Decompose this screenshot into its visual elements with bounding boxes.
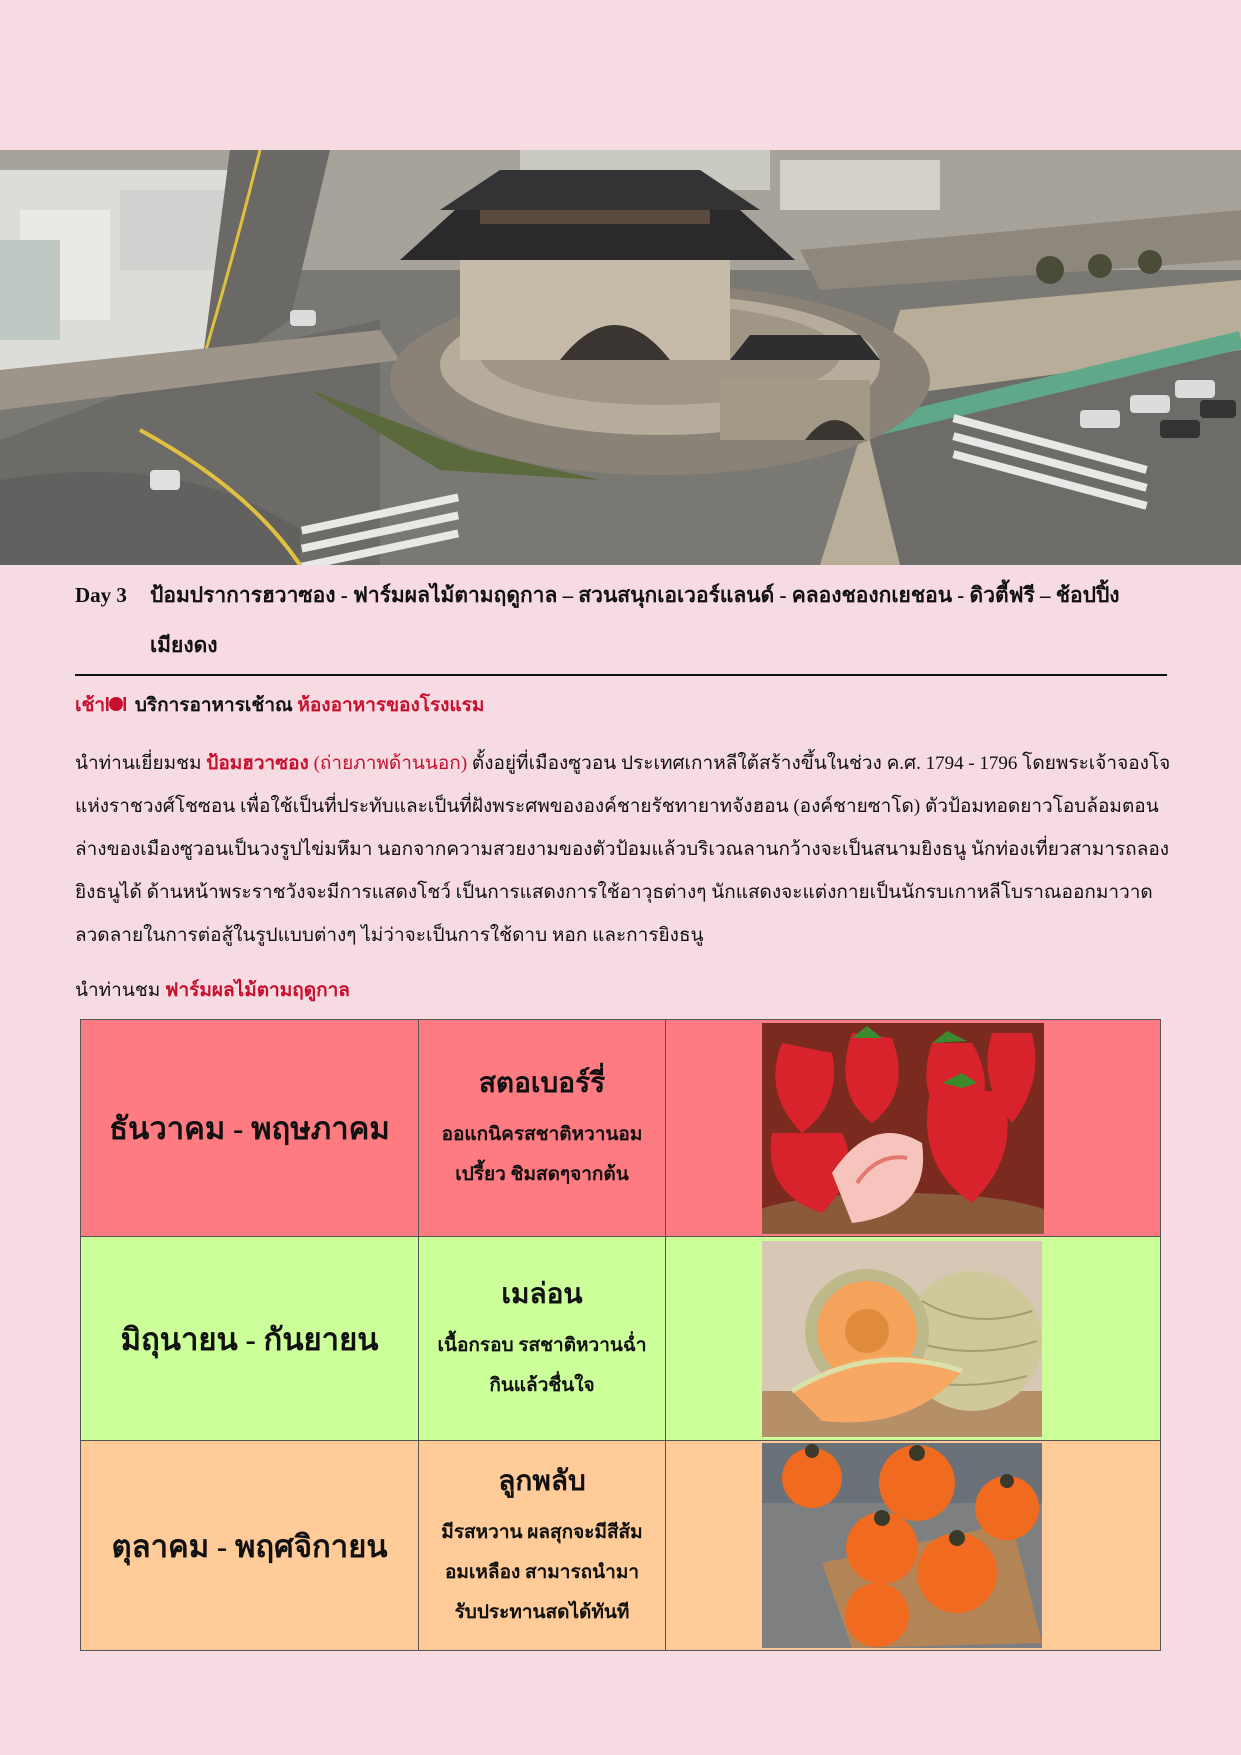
photo-cell [666,1020,1161,1237]
day-title: ป้อมปราการฮวาซอง - ฟาร์มผลไม้ตามฤดูกาล – สวนสนุกเอเวอร์แลนด์ - คลองชองกเยชอน - ดิวตี้ฟรี – ช้อปปิ้ง [150,583,1120,607]
fruit-season-table [80,1019,1161,1651]
para-highlight-note: (ถ่ายภาพด้านนอก) [308,753,468,774]
fruit-desc-line: รับประทานสดได้ทันที [454,1601,630,1623]
breakfast-line [75,690,484,720]
fruit-info-cell [419,1020,666,1237]
fruit-name: เมล่อน [501,1278,583,1310]
para-highlight: ป้อมฮวาซอง [206,753,309,774]
photo-cell [666,1441,1161,1651]
breakfast-text: บริการอาหารเช้าณ [130,695,298,716]
season-cell: ตุลาคม - พฤศจิกายน [81,1441,419,1651]
fortress-illustration [0,150,1241,565]
photo-cell [666,1237,1161,1441]
farm-intro-highlight: ฟาร์มผลไม้ตามฤดูกาล [165,980,350,1001]
persimmon-photo [762,1443,1042,1648]
farm-intro [75,975,350,1005]
table-row [81,1237,1161,1441]
season-cell: มิถุนายน - กันยายน [81,1237,419,1441]
farm-intro-lead: นำท่านชม [75,980,166,1001]
breakfast-label: เช้า [75,695,106,716]
fruit-name: สตอเบอร์รี่ [478,1068,606,1099]
fruit-info-cell [419,1237,666,1441]
fruit-desc-line: มีรสหวาน ผลสุกจะมีสีส้ม [441,1521,643,1543]
breakfast-place: ห้องอาหารของโรงแรม [297,695,485,716]
fruit-desc-line: อมเหลือง สามารถนำมา [444,1561,640,1583]
fruit-desc-line: เปรี้ยว ชิมสดๆจากต้น [455,1164,629,1185]
dish-icon [106,694,126,714]
table-row [81,1020,1161,1237]
table-row [81,1441,1161,1651]
fruit-info-cell [419,1441,666,1651]
season-cell: ธันวาคม - พฤษภาคม [81,1020,419,1237]
para-body: ตั้งอยู่ที่เมืองซูวอน ประเทศเกาหลีใต้สร้างขึ้นในช่วง ค.ศ. 1794 - 1796 โดยพระเจ้าจองโจแห่งราชวงศ์โชซอน เพื่อใช้เป็นที่ประทับและเป็นที่ฝังพระศพขององค์ชายรัชทายาทจังฮอน (องค์ชายซาโด) ตัวป้อมทอดยาวโอบล้อมตอนล่างของเมืองซูวอนเป็นวงรูปไข่มหึมา นอกจากความสวยงามของตัวป้อมแล้วบริเวณลานกว้างจะเป็นสนามยิงธนู นักท่องเที่ยวสามารถลองยิงธนูได้ ด้านหน้าพระราชวังจะมีการแสดงโชว์ เป็นการแสดงการใช้อาวุธต่างๆ นักแสดงจะแต่งกายเป็นนักรบเกาหลีโบราณออกมาวาดลวดลายในการต่อสู้ในรูปแบบต่างๆ ไม่ว่าจะเป็นการใช้ดาบ หอก และการยิงธนู [75,753,1171,946]
fortress-description [75,742,1175,957]
fruit-desc-line: เนื้อกรอบ รสชาติหวานฉ่ำ [437,1334,647,1356]
day-label: Day 3 [75,583,127,607]
day-header [75,570,1167,676]
para-lead: นำท่านเยี่ยมชม [75,753,207,774]
hero-photo-fortress [0,150,1241,565]
fruit-name: ลูกพลับ [498,1465,586,1497]
fruit-desc-line: กินแล้วชื่นใจ [489,1374,595,1396]
melon-photo [762,1241,1042,1437]
day-title-continued: เมียงดง [150,633,218,657]
strawberry-photo [762,1023,1044,1234]
fruit-desc-line: ออแกนิครสชาติหวานอม [441,1124,643,1145]
